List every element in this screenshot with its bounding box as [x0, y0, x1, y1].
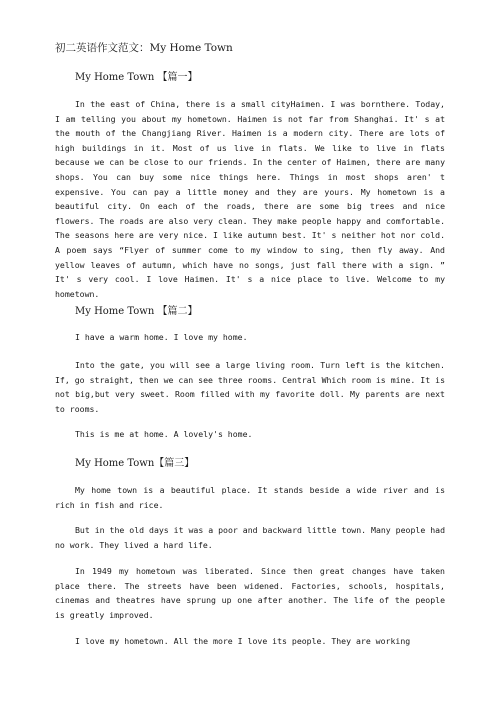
- section-3-paragraph-4: I love my hometown. All the more I love its people. They are working: [75, 636, 411, 646]
- section-2-paragraph-1: I have a warm home. I love my home.: [75, 332, 248, 342]
- section-3-heading: My Home Town【篇三】: [75, 458, 195, 469]
- section-2-paragraph-3: This is me at home. A lovely's home.: [75, 429, 253, 439]
- document-title: 初二英语作文范文：My Home Town: [55, 42, 233, 54]
- section-1-heading: My Home Town 【篇一】: [75, 72, 198, 83]
- section-2-heading: My Home Town 【篇二】: [75, 306, 198, 317]
- section-1-paragraph-1: In the east of China, there is a small cityHaimen. I was bornthere. Today, I am telling you about my hometown. Haimen is not far from Shanghai. It' s at the mouth of the Changjiang River. Haimen is a modern city. There are lots of high buildings in it. Most of us live in flats. We like to live in flats because we can be close to our friends. In the center of Haimen, there are many shops. You can buy some nice things here. Things in most shops aren' t expensive. You can pay a little money and they are yours. My hometown is a beautiful city. On each of the roads, there are some big trees and nice flowers. The roads are also very clean. They make people happy and comfortable. The seasons here are very nice. I like autumn best. It' s neither hot nor cold. A poem says “Flyer of summer come to my window to sing, then fly away. And yellow leaves of autumn, which have no songs, just fall there with a sign. ” It' s very cool. I love Haimen. It' s a nice place to live. Welcome to my hometown.: [55, 99, 445, 299]
- section-3-paragraph-1: My home town is a beautiful place. It stands beside a wide river and is rich in fish and rice.: [55, 485, 445, 510]
- section-3-paragraph-3: In 1949 my hometown was liberated. Since then great changes have taken place there. The streets have been widened. Factories, schools, hospitals, cinemas and theatres have sprung up one after another. The life of the people is greatly improved.: [55, 566, 445, 620]
- section-2-paragraph-2: Into the gate, you will see a large living room. Turn left is the kitchen. If, go straight, then we can see three rooms. Central Which room is mine. It is not big,but very sweet. Room filled with my favorite doll. My parents are next to rooms.: [55, 360, 445, 414]
- section-3-paragraph-2: But in the old days it was a poor and backward little town. Many people had no work. They lived a hard life.: [55, 525, 445, 550]
